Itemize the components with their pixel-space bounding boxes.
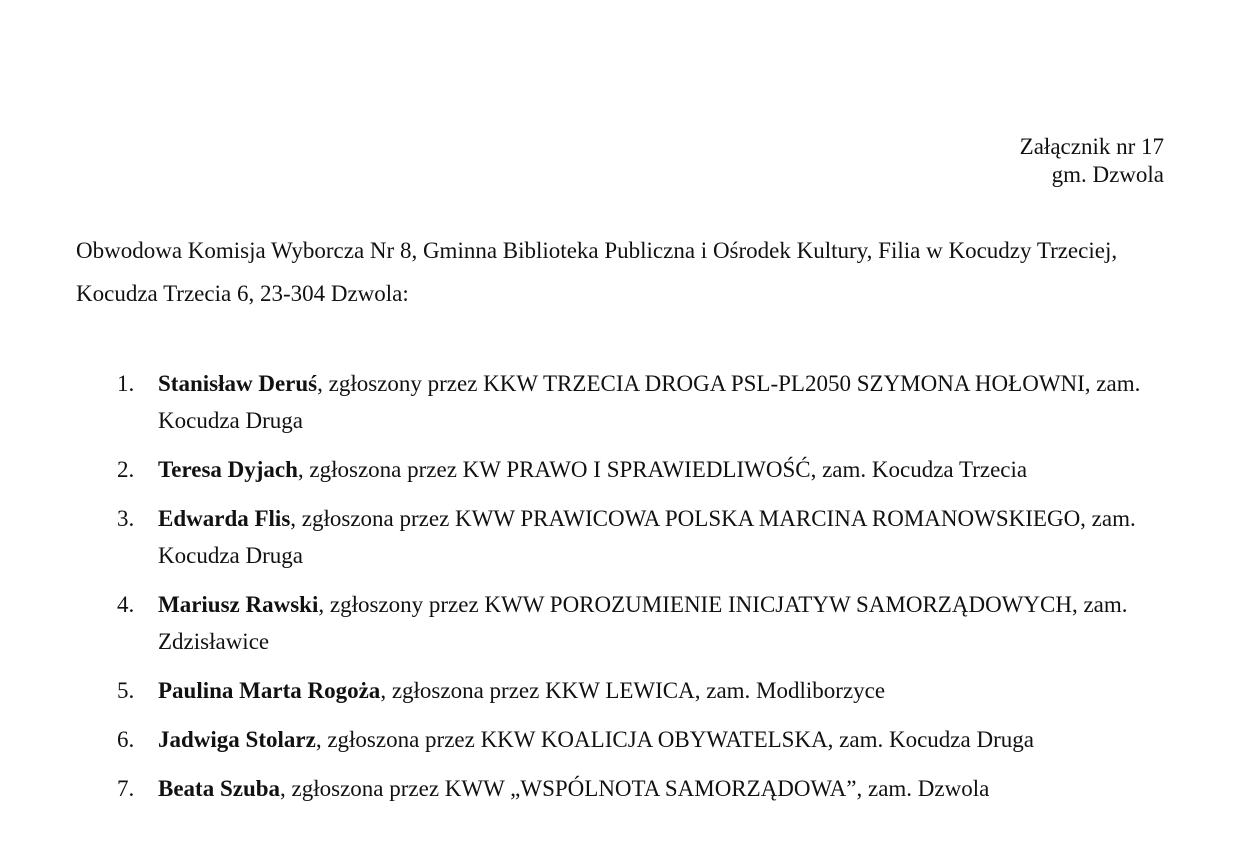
member-name: Beata Szuba [158, 776, 281, 801]
list-item-number: 4. [117, 592, 135, 617]
member-details: , zgłoszona przez KW PRAWO I SPRAWIEDLIWOŚĆ, zam. Kocudza Trzecia [297, 457, 1028, 482]
list-item [0, 721, 1158, 758]
member-details: , zgłoszony przez KWW POROZUMIENIE INICJATYW SAMORZĄDOWYCH, zam. Zdzisławice [158, 592, 1128, 654]
list-item-number: 2. [117, 457, 135, 482]
member-name: Mariusz Rawski [158, 592, 319, 617]
member-name: Edwarda Flis [158, 506, 291, 531]
list-item-number: 5. [117, 678, 135, 703]
committee-heading: Obwodowa Komisja Wyborcza Nr 8, Gminna Biblioteka Publiczna i Ośrodek Kultury, Filia w Kocudzy Trzeciej, Kocudza Trzecia 6, 23-304 Dzwola: [76, 238, 1118, 306]
list-item [0, 500, 1158, 574]
annex-header [1020, 133, 1164, 189]
annex-number: Załącznik nr 17 [1019, 134, 1164, 159]
member-details: , zgłoszona przez KWW PRAWICOWA POLSKA MARCINA ROMANOWSKIEGO, zam. Kocudza Druga [158, 506, 1136, 568]
list-item-number: 1. [117, 371, 135, 396]
list-item-number: 6. [117, 727, 135, 752]
list-item-number: 3. [117, 506, 135, 531]
member-details: , zgłoszona przez KKW LEWICA, zam. Modliborzyce [380, 678, 886, 703]
list-item [0, 451, 1158, 488]
member-name: Paulina Marta Rogoża [158, 678, 381, 703]
member-name: Stanisław Deruś [158, 371, 318, 396]
list-item-number: 7. [117, 776, 135, 801]
member-name: Teresa Dyjach [158, 457, 298, 482]
list-item [0, 586, 1158, 660]
list-item [0, 365, 1158, 439]
members-list [0, 365, 1240, 819]
member-details: , zgłoszony przez KKW TRZECIA DROGA PSL-PL2050 SZYMONA HOŁOWNI, zam. Kocudza Druga [158, 371, 1141, 433]
member-name: Jadwiga Stolarz [158, 727, 316, 752]
list-item [0, 770, 1158, 807]
annex-municipality: gm. Dzwola [1051, 162, 1164, 187]
member-details: , zgłoszona przez KWW „WSPÓLNOTA SAMORZĄDOWA”, zam. Dzwola [280, 776, 990, 801]
list-item [0, 672, 1158, 709]
member-details: , zgłoszona przez KKW KOALICJA OBYWATELSKA, zam. Kocudza Druga [315, 727, 1034, 752]
